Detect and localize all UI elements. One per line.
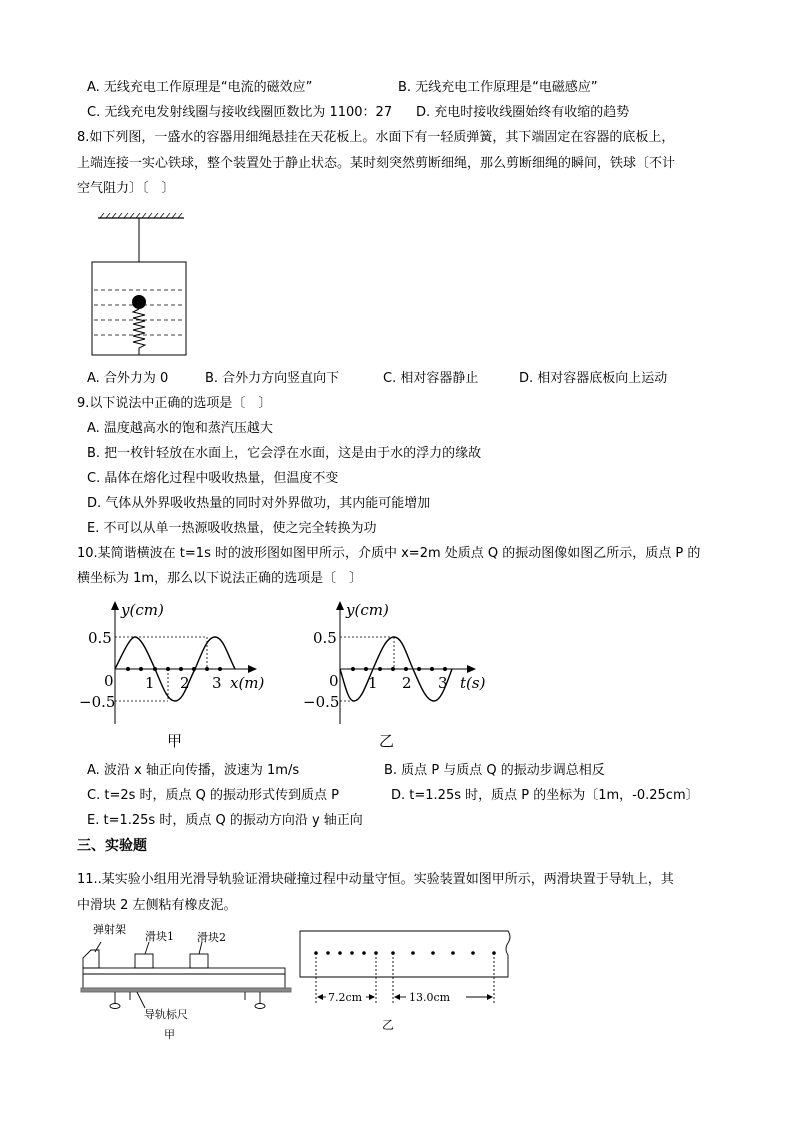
graph1-tick-2: 2 [180,674,190,692]
q7-option-a: A. 无线充电工作原理是“电流的磁效应” [87,80,313,95]
q10-option-d: D. t=1.25s 时，质点 P 的坐标为〔1m，-0.25cm〕 [391,788,699,803]
q10-option-c: C. t=2s 时，质点 Q 的振动形式传到质点 P [87,788,339,803]
q9-option-d: D. 气体从外界吸收热量的同时对外界做功，其内能可能增加 [87,496,431,511]
distance-label-2: 13.0cm [409,991,451,1004]
q8-option-c: C. 相对容器静止 [383,371,479,386]
q10-option-a: A. 波沿 x 轴正向传播，波速为 1m/s [87,763,300,778]
graph1-y-bottom-tick: −0.5 [79,693,116,711]
q7-option-b: B. 无线充电工作原理是“电磁感应” [398,80,598,95]
slider1-label: 滑块1 [145,930,174,943]
slider2-label: 滑块2 [197,931,226,944]
q8-option-a: A. 合外力为 0 [87,371,169,386]
figure-a-caption: 甲 [164,1028,175,1041]
q9-option-e: E. 不可以从单一热源吸收热量，使之完全转换为功 [87,521,377,536]
q11-stem-line2: 中滑块 2 左侧粘有橡皮泥。 [77,898,237,913]
q8-stem-line3: 空气阻力〕〔 〕 [77,181,175,196]
distance-label-1: 7.2cm [328,991,363,1004]
q9-stem: 9.以下说法中正确的选项是〔 〕 [77,396,272,411]
q10-stem-line1: 10.某简谐横波在 t=1s 时的波形图如图甲所示，介质中 x=2m 处质点 Q 的振动图像如图乙所示，质点 P 的 [77,546,701,561]
graph1-origin: 0 [104,672,114,690]
q8-stem-line2: 上端连接一实心铁球，整个装置处于静止状态。某时刻突然剪断细绳，那么剪断细绳的瞬间，铁球〔不计 [77,156,676,171]
q9-option-a: A. 温度越高水的饱和蒸汽压越大 [87,421,273,436]
q8-stem-line1: 8.如下列图，一盛水的容器用细绳悬挂在天花板上。水面下有一轻质弹簧，其下端固定在容器的底板上， [77,130,675,145]
q11-tape-figure [296,925,516,1035]
graph1-caption: 甲 [167,732,183,750]
section-title: 三、实验题 [77,838,147,854]
graph2-y-bottom-tick: −0.5 [303,693,340,711]
q11-stem-line1: 11..某实验小组用光滑导轨验证滑块碰撞过程中动量守恒。实验装置如图甲所示，两滑块置于导轨上，其 [77,872,674,887]
q10-option-e: E. t=1.25s 时，质点 Q 的振动方向沿 y 轴正向 [87,813,363,828]
figure-b-caption: 乙 [382,1018,395,1032]
graph1-tick-3: 3 [212,674,222,692]
q9-option-b: B. 把一枚针轻放在水面上，它会浮在水面，这是由于水的浮力的缘故 [87,446,482,461]
graph2-y-top-tick: 0.5 [313,629,337,647]
q7-option-c: C. 无线充电发射线圈与接收线圈匝数比为 1100：27 [87,105,393,120]
q8-container-figure [88,212,198,362]
q8-option-b: B. 合外力方向竖直向下 [205,371,340,386]
graph1-y-label: y(cm) [121,601,164,619]
graph1-x-label: x(m) [230,674,265,692]
graph2-tick-2: 2 [402,674,412,692]
graph1-y-top-tick: 0.5 [88,629,112,647]
graph2-tick-3: 3 [438,674,448,692]
graph2-y-label: y(cm) [346,601,389,619]
q11-apparatus-figure [75,920,295,1040]
graph2-caption: 乙 [379,732,395,750]
q7-option-d: D. 充电时接收线圈始终有收缩的趋势 [416,105,630,120]
launcher-label: 弹射架 [93,923,126,936]
q9-option-c: C. 晶体在熔化过程中吸收热量，但温度不变 [87,471,339,486]
q8-option-d: D. 相对容器底板向上运动 [519,371,668,386]
ruler-label: 导轨标尺 [144,1008,188,1021]
graph2-x-label: t(s) [460,674,486,692]
q10-option-b: B. 质点 P 与质点 Q 的振动步调总相反 [384,763,605,778]
graph2-origin: 0 [329,672,339,690]
q10-stem-line2: 横坐标为 1m，那么以下说法正确的选项是〔 〕 [77,571,363,586]
graph1-tick-1: 1 [145,674,155,692]
graph2-tick-1: 1 [368,674,378,692]
